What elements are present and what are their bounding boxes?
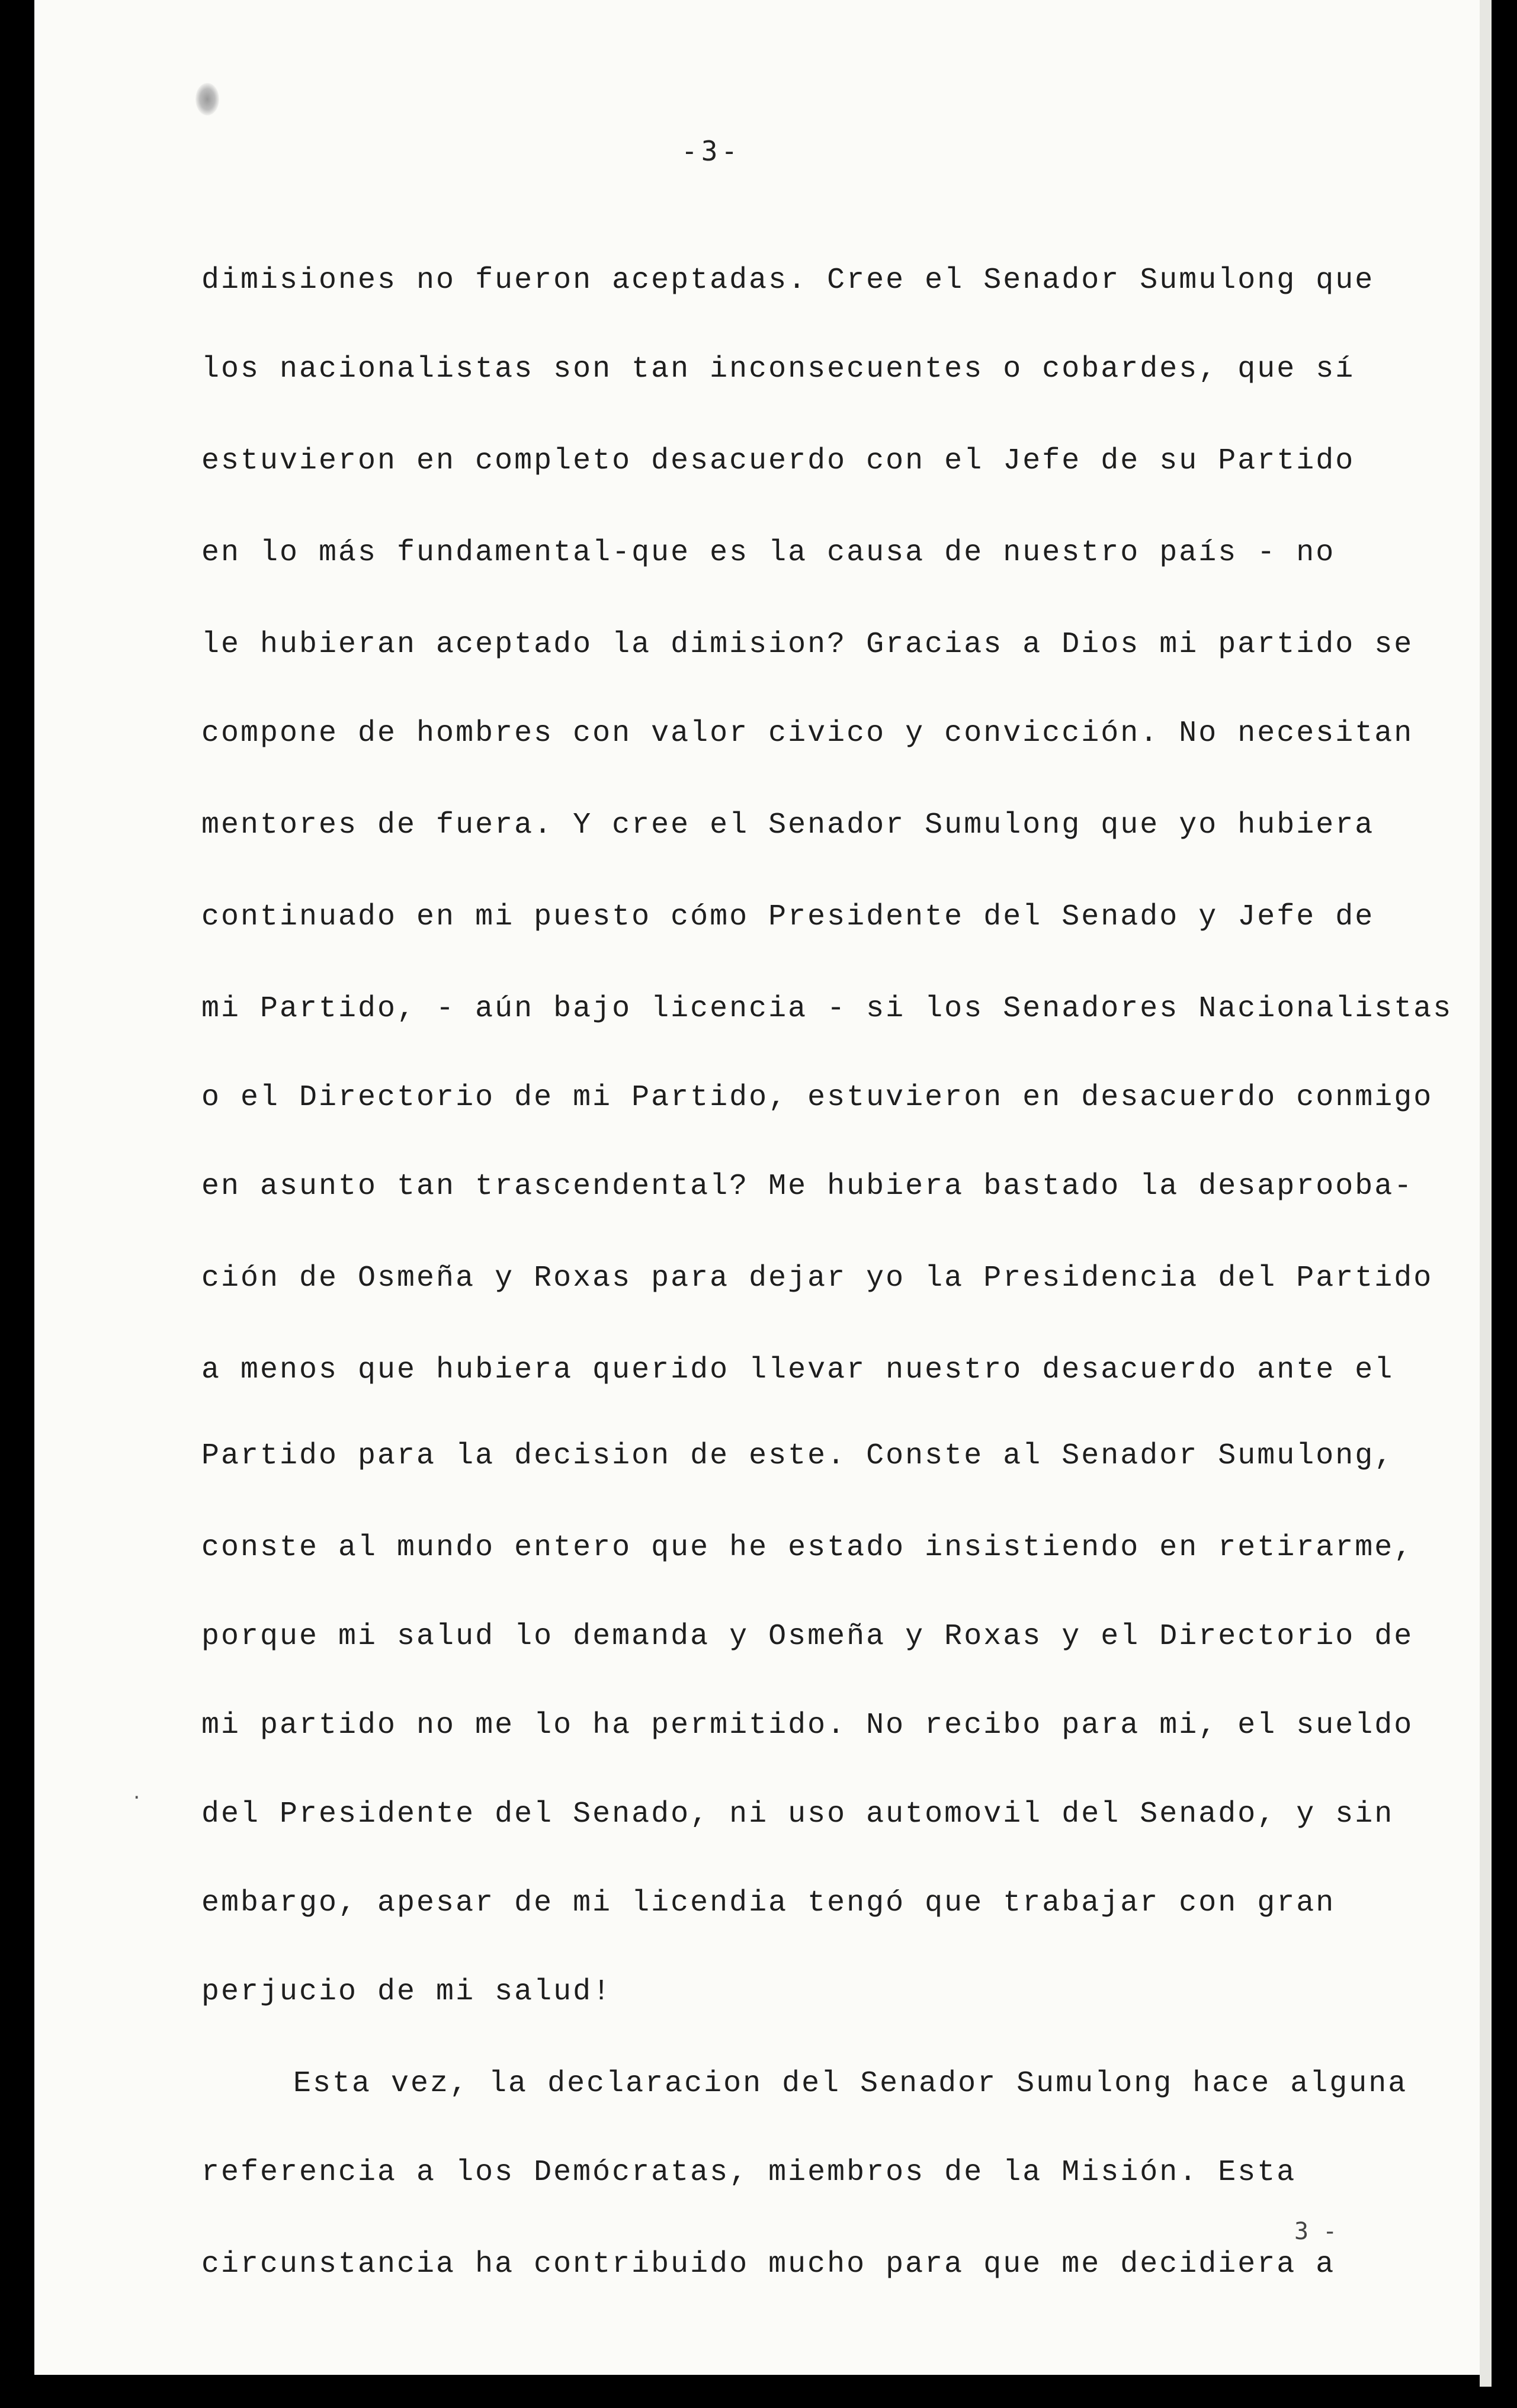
ink-smudge — [195, 83, 219, 115]
page-number: -3- — [681, 135, 742, 167]
text-line: dimisiones no fueron aceptadas. Cree el Senador Sumulong que — [201, 264, 1375, 297]
text-line: Partido para la decision de este. Conste al Senador Sumulong, — [201, 1439, 1394, 1473]
text-line: en lo más fundamental-que es la causa de nuestro país - no — [201, 536, 1336, 570]
text-line: del Presidente del Senado, ni uso automovil del Senado, y sin — [201, 1797, 1394, 1831]
text-line: embargo, apesar de mi licendia tengó que trabajar con gran — [201, 1886, 1336, 1920]
text-line: compone de hombres con valor civico y convicción. No necesitan — [201, 717, 1414, 750]
text-line: a menos que hubiera querido llevar nuestro desacuerdo ante el — [201, 1353, 1394, 1387]
page-corner-mark: 3 - — [1294, 2218, 1338, 2245]
text-line: mentores de fuera. Y cree el Senador Sumulong que yo hubiera — [201, 808, 1375, 842]
text-line: porque mi salud lo demanda y Osmeña y Roxas y el Directorio de — [201, 1620, 1414, 1654]
text-line: ción de Osmeña y Roxas para dejar yo la Presidencia del Partido — [201, 1261, 1433, 1295]
margin-dot: · — [133, 1786, 140, 1810]
text-line: le hubieran aceptado la dimision? Gracias a Dios mi partido se — [201, 628, 1414, 662]
text-line: estuvieron en completo desacuerdo con el Jefe de su Partido — [201, 444, 1355, 478]
text-line: en asunto tan trascendental? Me hubiera bastado la desaprooba- — [201, 1170, 1414, 1203]
paragraph-start-line: Esta vez, la declaracion del Senador Sumulong hace alguna — [293, 2067, 1408, 2101]
text-line: referencia a los Demócratas, miembros de la Misión. Esta — [201, 2156, 1297, 2189]
text-line: los nacionalistas son tan inconsecuentes o cobardes, que sí — [201, 352, 1355, 386]
text-line: mi partido no me lo ha permitido. No recibo para mi, el sueldo — [201, 1709, 1414, 1742]
text-line: continuado en mi puesto cómo Presidente del Senado y Jefe de — [201, 900, 1375, 934]
text-line: perjucio de mi salud! — [201, 1975, 612, 2009]
text-line: conste al mundo entero que he estado insistiendo en retirarme, — [201, 1531, 1414, 1565]
text-line: o el Directorio de mi Partido, estuvieron en desacuerdo conmigo — [201, 1081, 1433, 1115]
text-line: circunstancia ha contribuido mucho para que me decidiera a — [201, 2248, 1336, 2281]
page-edge — [1480, 0, 1492, 2387]
text-line: mi Partido, - aún bajo licencia - si los Senadores Nacionalistas — [201, 992, 1453, 1026]
